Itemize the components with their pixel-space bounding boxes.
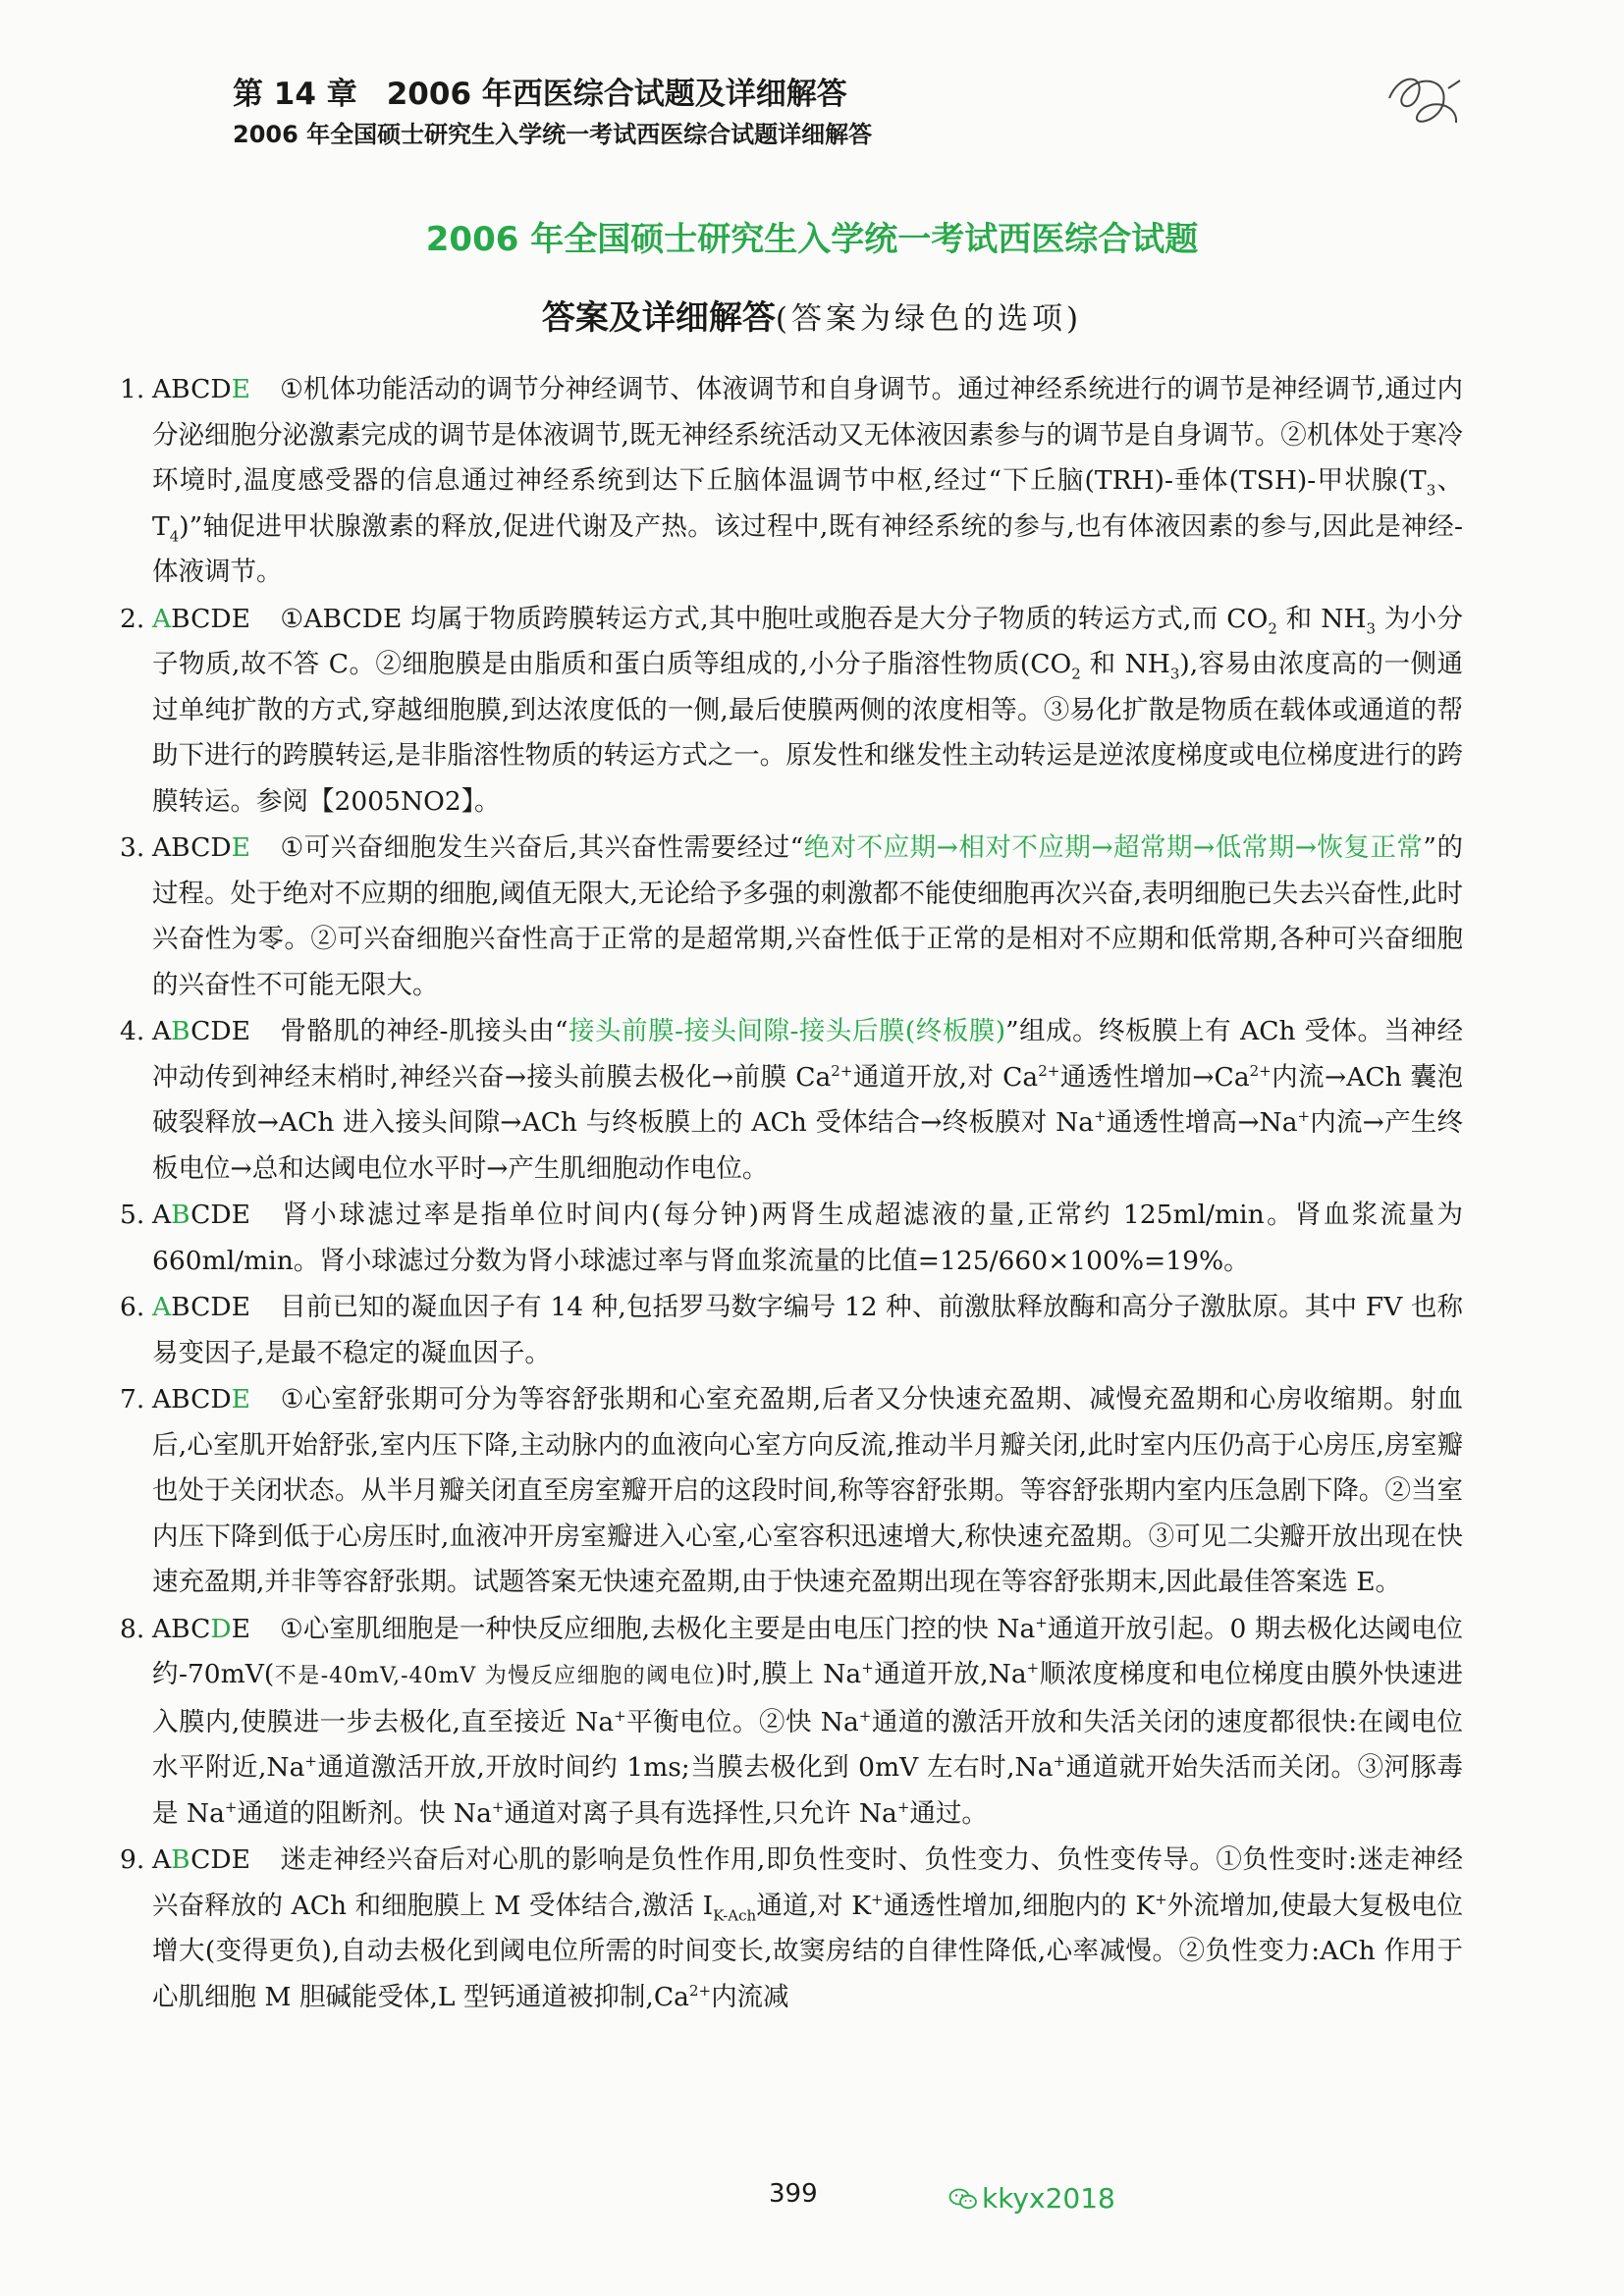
answer-options bbox=[152, 1292, 250, 1322]
answers-subtitle-note: (答案为绿色的选项) bbox=[775, 301, 1083, 337]
options-after: E bbox=[231, 1613, 250, 1644]
explanation-text: 、T bbox=[152, 465, 1463, 542]
superscript: + bbox=[1035, 1613, 1048, 1631]
watermark-text: kkyx2018 bbox=[982, 2182, 1115, 2215]
answer-options bbox=[152, 1844, 250, 1875]
explanation-text: 迷走神经兴奋后对心肌的影响是负性作用,即负性变时、负性变力、负性变传导。①负性变时:迷走神经兴奋释放的 ACh 和细胞膜上 M 受体结合,激活 I bbox=[152, 1844, 1463, 1921]
explanation-text: 通道开放引起。0 期去极化达阈电位约-70mV( bbox=[152, 1613, 1463, 1689]
item-number: 1. bbox=[120, 374, 145, 404]
explanation-text: )时,膜上 Na bbox=[715, 1659, 862, 1689]
answer-options bbox=[152, 1200, 250, 1230]
correct-option: D bbox=[210, 1613, 232, 1644]
explanation-text: )”轴促进甲状腺激素的释放,促进代谢及产热。该过程中,既有神经系统的参与,也有体液因素的参与,因此是神经-体液调节。 bbox=[152, 510, 1463, 587]
options-before: A bbox=[152, 1200, 172, 1230]
explanation-text: 内流→产生终板电位→总和达阈电位水平时→产生肌细胞动作电位。 bbox=[152, 1107, 1463, 1184]
explanation-text: 平衡电位。②快 Na bbox=[625, 1706, 859, 1737]
explanation-text: ①机体功能活动的调节分神经调节、体液调节和自身调节。通过神经系统进行的调节是神经调节,通过内分泌细胞分泌激素完成的调节是体液调节,既无神经系统活动又无体液因素参与的调节是自身调节。②机体处于寒冷环境时,温度感受器的信息通过神经系统到达下丘脑体温调节中枢,经过“下丘脑(TRH)-垂体(TSH)-甲状腺(T bbox=[152, 374, 1463, 496]
explanation-text: 骨骼肌的神经-肌接头由“ bbox=[279, 1016, 568, 1046]
superscript: 2+ bbox=[688, 1981, 712, 2000]
item-number: 7. bbox=[120, 1384, 145, 1415]
chapter-number: 第 14 章 bbox=[233, 77, 357, 112]
explanation-text: 目前已知的凝血因子有 14 种,包括罗马数字编号 12 种、前激肽释放酶和高分子激肽原。其中 FV 也称易变因子,是最不稳定的凝血因子。 bbox=[152, 1292, 1463, 1368]
subscript: 3 bbox=[1426, 481, 1436, 500]
wechat-icon bbox=[948, 2188, 978, 2210]
correct-option: B bbox=[171, 1844, 191, 1875]
chapter-heading bbox=[233, 75, 847, 114]
options-before: ABCD bbox=[152, 832, 232, 863]
correct-option: A bbox=[152, 603, 172, 634]
explanation-text: 不是-40mV,-40mV 为慢反应细胞的阈电位 bbox=[274, 1664, 716, 1688]
explanation-text: 和 NH bbox=[1080, 649, 1170, 679]
subscript: 3 bbox=[1169, 665, 1180, 683]
explanation-text: 肾小球滤过率是指单位时间内(每分钟)两肾生成超滤液的量,正常约 125ml/min。肾血浆流量为 660ml/min。肾小球滤过分数为肾小球滤过率与肾血浆流量的比值=125/660×100%=19%。 bbox=[152, 1200, 1463, 1276]
options-after: CDE bbox=[190, 1016, 250, 1046]
superscript: + bbox=[858, 1706, 872, 1725]
main-title: 2006 年全国硕士研究生入学统一考试西医综合试题 bbox=[425, 220, 1199, 259]
answers-subtitle bbox=[0, 296, 1624, 341]
explanation-text: 通道的阻断剂。快 Na bbox=[237, 1797, 492, 1829]
answer-item bbox=[120, 1607, 1463, 1838]
options-after: CDE bbox=[190, 1200, 250, 1230]
explanation-text: 通道的激活开放和失活关闭的速度都很快:在阈电位水平附近,Na bbox=[152, 1706, 1463, 1783]
answer-item bbox=[120, 1009, 1463, 1192]
options-before: A bbox=[152, 1016, 172, 1046]
explanation-text: ”的过程。处于绝对不应期的细胞,阈值无限大,无论给予多强的刺激都不能使细胞再次兴奋,表明细胞已失去兴奋性,此时兴奋性为零。②可兴奋细胞兴奋性高于正常的是超常期,兴奋性低于正常的是相对不应期和低常期,各种可兴奋细胞的兴奋性不可能无限大。 bbox=[152, 832, 1463, 1000]
answer-options bbox=[152, 604, 250, 634]
explanation-text: ①可兴奋细胞发生兴奋后,其兴奋性需要经过“ bbox=[280, 832, 804, 863]
watermark bbox=[948, 2182, 1115, 2215]
answer-item bbox=[120, 1377, 1463, 1606]
item-number: 3. bbox=[120, 832, 145, 863]
answer-item bbox=[120, 1285, 1463, 1376]
subscript: 2 bbox=[1268, 618, 1277, 637]
answer-options bbox=[152, 1384, 250, 1415]
correct-option: E bbox=[231, 1384, 250, 1415]
explanation-text: 为小分子物质,故不答 C。②细胞膜是由脂质和蛋白质等组成的,小分子脂溶性物质(CO bbox=[152, 603, 1463, 679]
explanation-text: 通道对离子具有选择性,只允许 Na bbox=[504, 1797, 897, 1829]
correct-option: B bbox=[171, 1016, 191, 1046]
options-after: BCDE bbox=[171, 1292, 250, 1322]
explanation-text: 通透性增高→Na bbox=[1106, 1107, 1298, 1138]
options-before: ABC bbox=[152, 1613, 211, 1644]
options-after: BCDE bbox=[171, 603, 250, 634]
answer-options bbox=[152, 1614, 250, 1644]
answer-list bbox=[120, 367, 1463, 2021]
item-number: 5. bbox=[120, 1200, 145, 1230]
chapter-subtitle: 2006 年全国硕士研究生入学统一考试西医综合试题详细解答 bbox=[233, 121, 873, 148]
correct-option: B bbox=[171, 1200, 191, 1230]
explanation-text: 通透性增加→Ca bbox=[1059, 1061, 1250, 1093]
explanation-text: 内流减 bbox=[711, 1981, 789, 2012]
explanation-text: 通道开放,对 Ca bbox=[852, 1061, 1039, 1093]
superscript: + bbox=[871, 1890, 884, 1908]
explanation-text: 通道激活开放,开放时间约 1ms;当膜去极化到 0mV 左右时,Na bbox=[316, 1752, 1054, 1783]
highlighted-text: 接头前膜-接头间隙-接头后膜(终板膜) bbox=[568, 1016, 1006, 1046]
explanation-text: ①心室肌细胞是一种快反应细胞,去极化主要是由电压门控的快 Na bbox=[280, 1613, 1036, 1644]
superscript: 2+ bbox=[1249, 1061, 1272, 1080]
options-before: A bbox=[152, 1844, 172, 1875]
answer-options bbox=[152, 832, 250, 863]
answer-options bbox=[152, 1016, 250, 1046]
item-number: 2. bbox=[120, 603, 145, 634]
answer-item bbox=[120, 1838, 1463, 2020]
superscript: + bbox=[896, 1797, 910, 1816]
superscript: + bbox=[1155, 1890, 1167, 1908]
explanation-text: 内流→ACh 囊泡破裂释放→ACh 进入接头间隙→ACh 与终板膜上的 ACh 受体结合→终板膜对 Na bbox=[152, 1061, 1463, 1138]
answer-item bbox=[120, 367, 1463, 596]
explanation-text: ”组成。终板膜上有 ACh 受体。当神经冲动传到神经末梢时,神经兴奋→接头前膜去极化→前膜 Ca bbox=[152, 1016, 1463, 1093]
superscript: + bbox=[1026, 1659, 1040, 1678]
explanation-text: 顺浓度梯度和电位梯度由膜外快速进入膜内,使膜进一步去极化,直至接近 Na bbox=[152, 1659, 1464, 1737]
explanation-text: 和 NH bbox=[1276, 603, 1367, 634]
options-before: ABCD bbox=[152, 374, 232, 404]
superscript: 2+ bbox=[831, 1061, 853, 1080]
explanation-text: 通道就开始失活而关闭。③河豚毒是 Na bbox=[152, 1752, 1463, 1829]
options-before: ABCD bbox=[152, 1384, 232, 1415]
answer-options bbox=[152, 374, 250, 404]
answer-item bbox=[120, 826, 1463, 1008]
superscript: + bbox=[614, 1706, 626, 1725]
item-number: 6. bbox=[120, 1292, 145, 1322]
explanation-text: ①ABCDE 均属于物质跨膜转运方式,其中胞吐或胞吞是大分子物质的转运方式,而 CO bbox=[279, 603, 1269, 634]
superscript: + bbox=[1094, 1107, 1107, 1126]
explanation-text: 通道,对 K bbox=[756, 1890, 872, 1921]
explanation-text: 外流增加,使最大复极电位增大(变得更负),自动去极化到阈电位所需的时间变长,故窦房结的自律性降低,心率减慢。②负性变力:ACh 作用于心肌细胞 M 胆碱能受体,L 型钙通道被抑制,Ca bbox=[152, 1890, 1463, 2012]
subscript: 4 bbox=[169, 526, 180, 545]
options-after: CDE bbox=[190, 1844, 250, 1875]
page-number: 399 bbox=[769, 2179, 818, 2209]
item-number: 8. bbox=[120, 1613, 145, 1644]
superscript: + bbox=[861, 1659, 874, 1678]
answer-item bbox=[120, 1193, 1463, 1284]
superscript: + bbox=[304, 1752, 317, 1771]
superscript: + bbox=[491, 1797, 505, 1816]
correct-option: E bbox=[231, 832, 250, 863]
superscript: + bbox=[1297, 1107, 1311, 1126]
chapter-title: 2006 年西医综合试题及详细解答 bbox=[386, 77, 847, 112]
superscript: + bbox=[224, 1797, 238, 1816]
subscript: 2 bbox=[1071, 665, 1081, 683]
explanation-text: 通过。 bbox=[909, 1797, 988, 1829]
explanation-text: ①心室舒张期可分为等容舒张期和心室充盈期,后者又分快速充盈期、减慢充盈期和心房收缩期。射血后,心室肌开始舒张,室内压下降,主动脉内的血液向心室方向反流,推动半月瓣关闭,此时室内压仍高于心房压,房室瓣也处于关闭状态。从半月瓣关闭直至房室瓣开启的这段时间,称等容舒张期。等容舒张期内室内压急剧下降。②当室内压下降到低于心房压时,血液冲开房室瓣进入心室,心室容积迅速增大,称快速充盈期。③可见二尖瓣开放出现在快速充盈期,并非等容舒张期。试题答案无快速充盈期,由于快速充盈期出现在等容舒张期末,因此最佳答案选 E。 bbox=[152, 1384, 1463, 1597]
subscript: K-Ach bbox=[713, 1905, 757, 1924]
highlighted-text: 绝对不应期→相对不应期→超常期→低常期→恢复正常 bbox=[803, 832, 1424, 863]
explanation-text: 通透性增加,细胞内的 K bbox=[883, 1890, 1156, 1921]
correct-option: E bbox=[231, 374, 250, 404]
superscript: 2+ bbox=[1038, 1061, 1060, 1080]
explanation-text: 通道开放,Na bbox=[873, 1659, 1027, 1689]
superscript: + bbox=[1053, 1752, 1066, 1771]
correct-option: A bbox=[152, 1292, 172, 1322]
item-number: 9. bbox=[120, 1844, 145, 1875]
answers-subtitle-text: 答案及详细解答 bbox=[541, 298, 776, 338]
answer-item bbox=[120, 597, 1463, 826]
handwritten-mark-icon bbox=[1380, 69, 1468, 137]
item-number: 4. bbox=[120, 1016, 145, 1046]
subscript: 3 bbox=[1366, 618, 1377, 637]
explanation-text: ),容易由浓度高的一侧通过单纯扩散的方式,穿越细胞膜,到达浓度低的一侧,最后使膜两侧的浓度相等。③易化扩散是物质在载体或通道的帮助下进行的跨膜转运,是非脂溶性物质的转运方式之一。原发性和继发性主动转运是逆浓度梯度或电位梯度进行的跨膜转运。参阅【2005NO2】。 bbox=[152, 649, 1463, 817]
